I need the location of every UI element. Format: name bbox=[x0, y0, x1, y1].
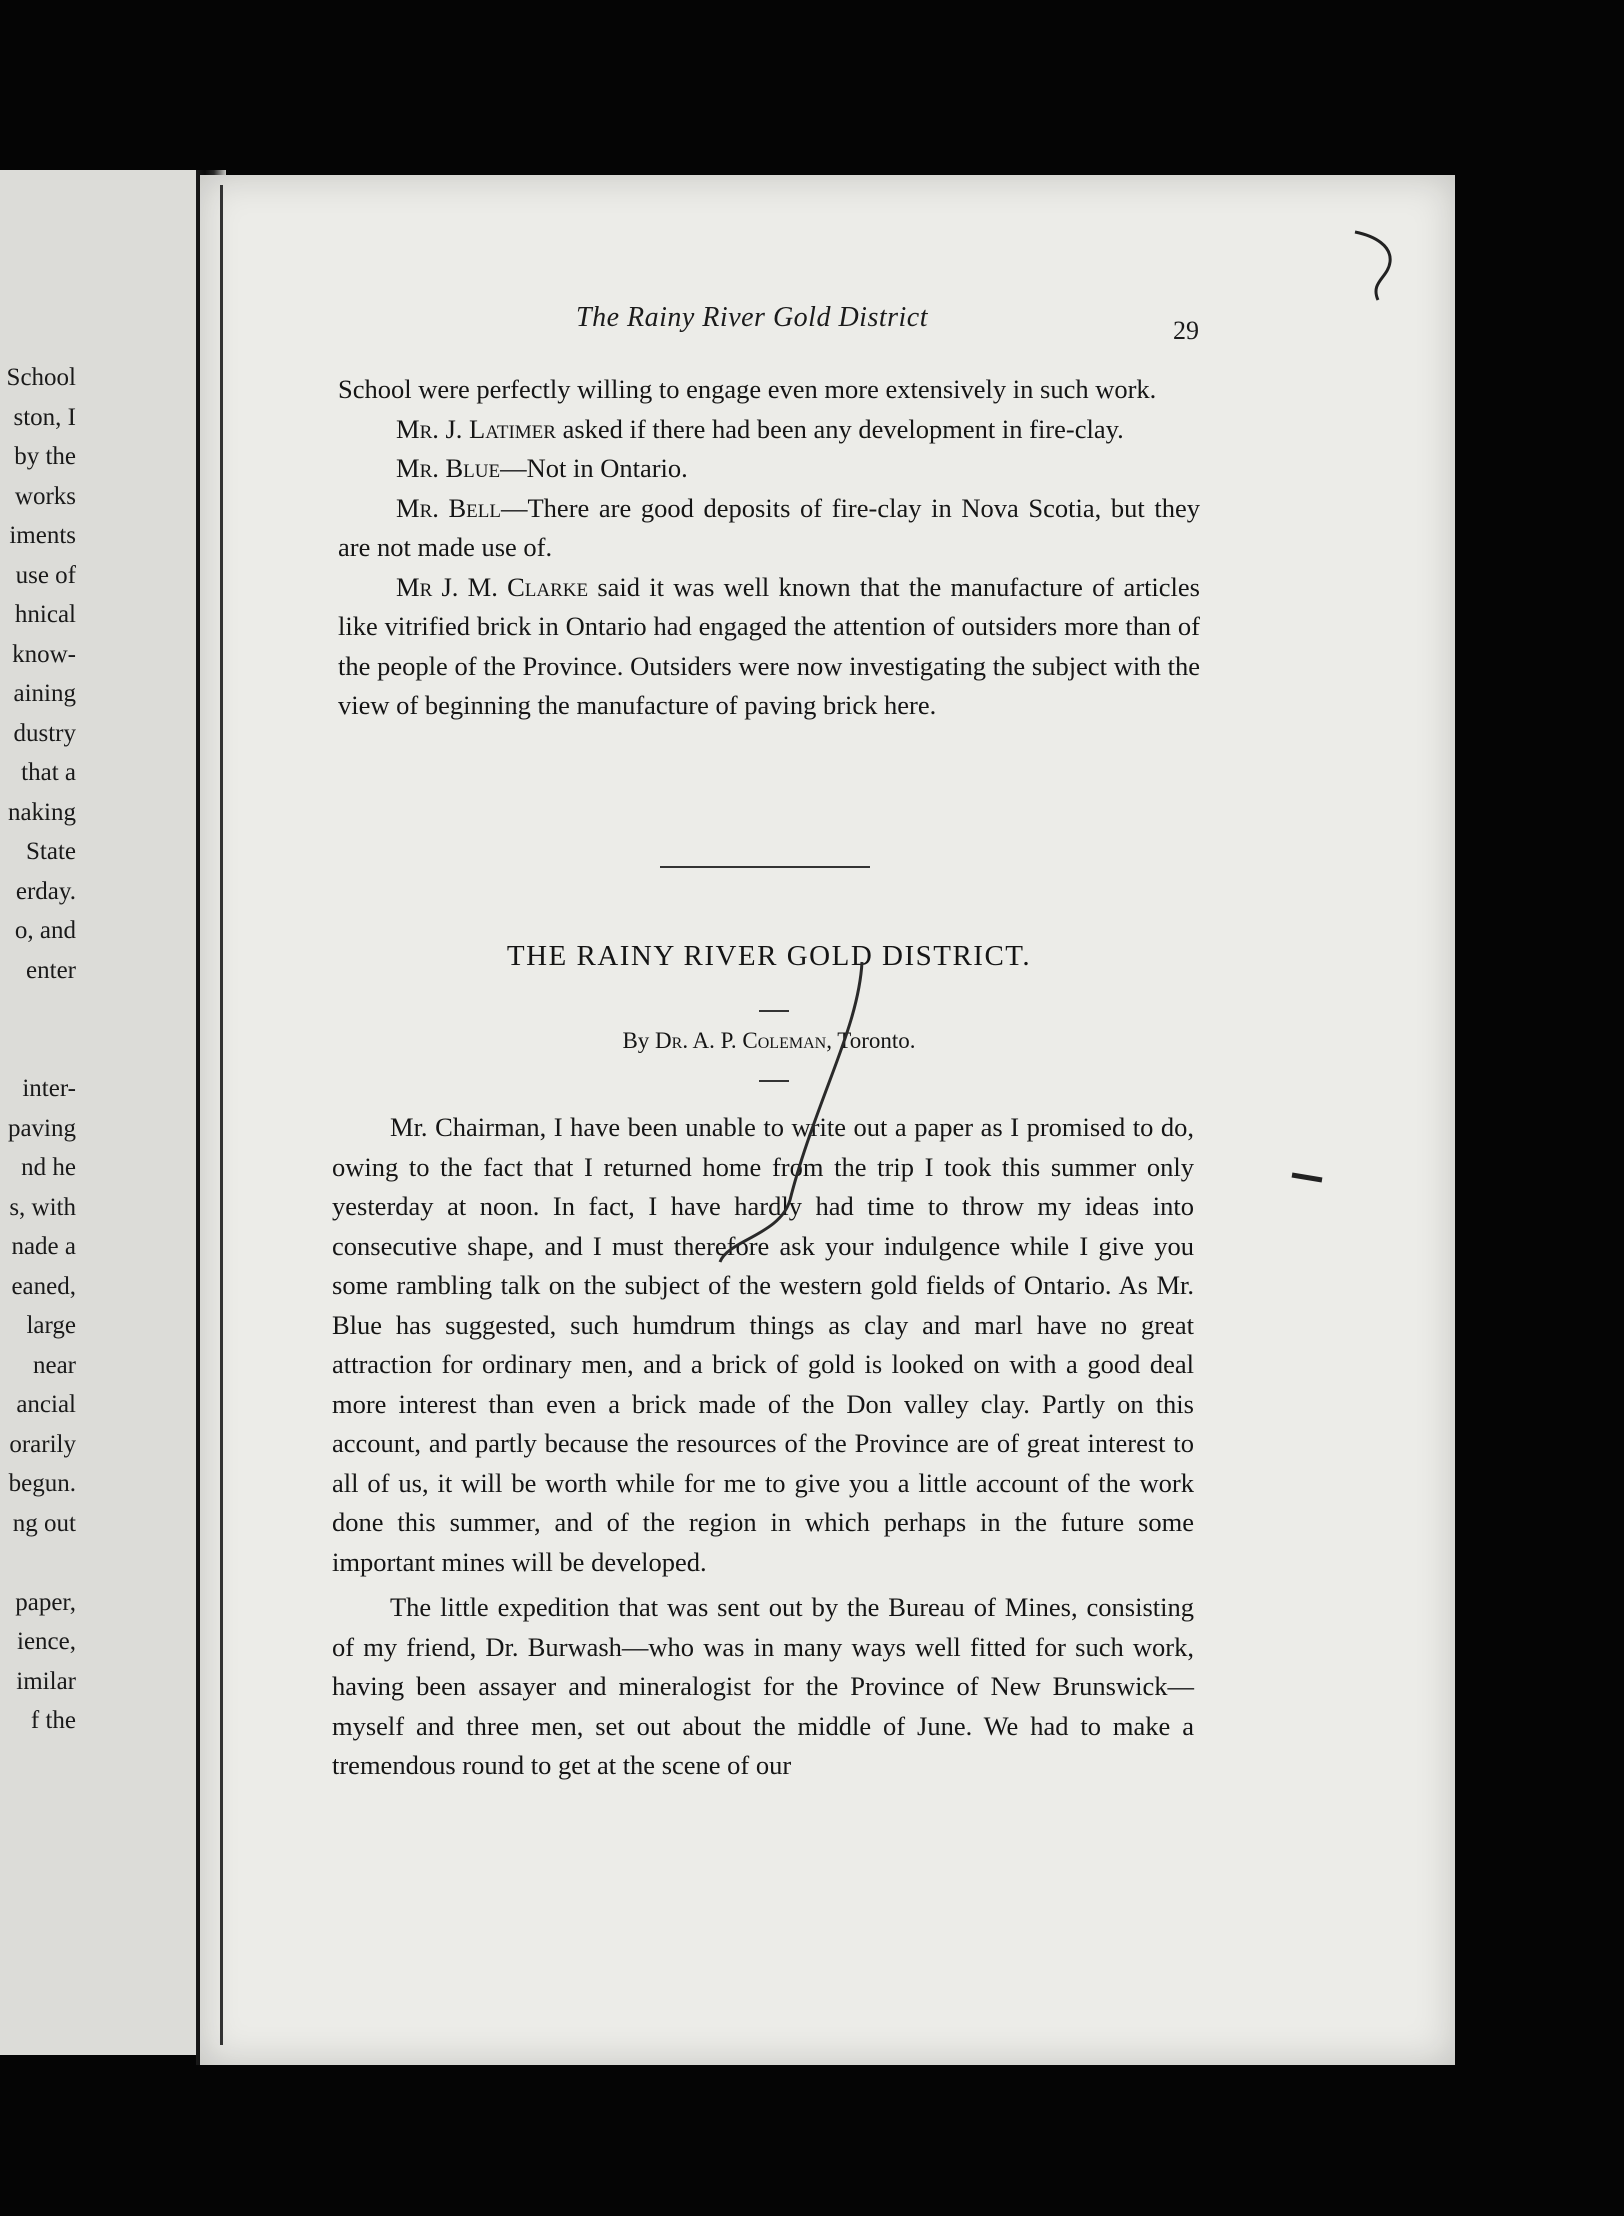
margin-mark bbox=[1292, 1175, 1322, 1180]
previous-page-line: o, and bbox=[14, 917, 76, 944]
byline-prefix: By bbox=[622, 1028, 656, 1053]
previous-page-line: ston, I bbox=[13, 403, 76, 431]
previous-page-line: inter- bbox=[22, 1075, 76, 1102]
previous-page-line: enter bbox=[26, 956, 76, 984]
previous-page-line: begun. bbox=[8, 1470, 76, 1497]
previous-page-line: that a bbox=[21, 759, 76, 786]
article-paragraph: The little expedition that was sent out by the Bureau of Mines, consisting of my friend, Dr. Burwash—who was in many ways well fitted for such work, having been assayer and mineralogist for the Province of New Brunswick—myself and three men, set out about the middle of June. We had to make a tremendous round to get at the scene of our bbox=[332, 1592, 1194, 1780]
running-title: The Rainy River Gold District bbox=[576, 302, 929, 333]
article-paragraph: Mr. Chairman, I have been unable to write out a paper as I promised to do, owing to the fact that I returned home from the trip I took this summer only yesterday at noon. In fact, I have hardly had time to throw my ideas into consecutive shape, and I must therefore ask your indulgence while I give you some rambling talk on the subject of the western gold fields of Ontario. As Mr. Blue has suggested, such humdrum things as clay and marl have no great attraction for ordinary men, and a brick of gold is looked on with a good deal more interest than even a brick made of the Don valley clay. Partly on this account, and partly because the resources of the Province are of great interest to all of us, it will be worth while for me to give you a little account of the work done this summer, and of the region in which perhaps in the future some important mines will be developed. bbox=[332, 1112, 1194, 1577]
previous-page-line: erday. bbox=[15, 877, 76, 905]
pen-stroke bbox=[720, 962, 862, 1262]
speech-text: said it was well known that the manufacture of articles like vitrified brick in Ontario had engaged the attention of outsiders more than of the people of the Province. Outsiders were now investigating the subject with the view of beginning the manufacture of paving brick here. bbox=[338, 571, 1200, 720]
article-title: THE RAINY RIVER GOLD DISTRICT. bbox=[506, 940, 1032, 972]
corner-mark: 5 bbox=[1362, 233, 1379, 270]
speech-text: asked if there had been any development in fire-clay. bbox=[555, 413, 1124, 444]
previous-page-line: works bbox=[14, 482, 76, 510]
previous-page-line: dustry bbox=[13, 719, 76, 747]
previous-page-line: near bbox=[32, 1351, 76, 1379]
author-location: , Toronto. bbox=[826, 1028, 916, 1053]
previous-page-line: paper, bbox=[15, 1588, 76, 1616]
speaker-name: Mr J. M. Clarke bbox=[396, 571, 589, 602]
previous-page-line: nade a bbox=[11, 1233, 76, 1260]
speaker-name: Mr. Blue bbox=[396, 453, 501, 483]
previous-page-line: by the bbox=[14, 443, 76, 470]
page-number: 29 bbox=[1173, 316, 1199, 345]
speech-text: —Not in Ontario. bbox=[500, 453, 688, 483]
speaker-name: Mr. Bell bbox=[396, 492, 501, 523]
previous-page-line: State bbox=[26, 838, 76, 865]
previous-page-line: ng out bbox=[12, 1509, 76, 1537]
previous-page-line: eaned, bbox=[11, 1272, 76, 1300]
previous-page-line: ience, bbox=[17, 1628, 76, 1655]
previous-page-line: ancial bbox=[16, 1391, 76, 1418]
previous-page-line: nd he bbox=[21, 1154, 76, 1181]
previous-page-line: large bbox=[26, 1312, 76, 1339]
continuation-paragraph: School were perfectly willing to engage even more extensively in such work. bbox=[338, 374, 1157, 404]
speaker-name: Mr. J. Latimer bbox=[396, 413, 556, 444]
previous-page-line: aining bbox=[13, 680, 76, 707]
previous-page-line: imilar bbox=[16, 1667, 76, 1695]
previous-page-line: paving bbox=[7, 1114, 76, 1142]
previous-page-line: f the bbox=[30, 1707, 76, 1734]
previous-page-line: hnical bbox=[14, 601, 76, 628]
speech-text: —There are good deposits of fire-clay in Nova Scotia, but they are not made use of. bbox=[338, 492, 1201, 562]
previous-page-line: s, with bbox=[9, 1193, 76, 1221]
author-name: Dr. A. P. Coleman bbox=[655, 1028, 827, 1053]
previous-page-line: use of bbox=[15, 561, 76, 589]
previous-page-line: orarily bbox=[9, 1430, 76, 1458]
previous-page-line: know- bbox=[12, 640, 76, 668]
previous-page-line: naking bbox=[7, 798, 76, 826]
previous-page-line: iments bbox=[9, 522, 76, 549]
previous-page-line: School bbox=[6, 364, 76, 391]
